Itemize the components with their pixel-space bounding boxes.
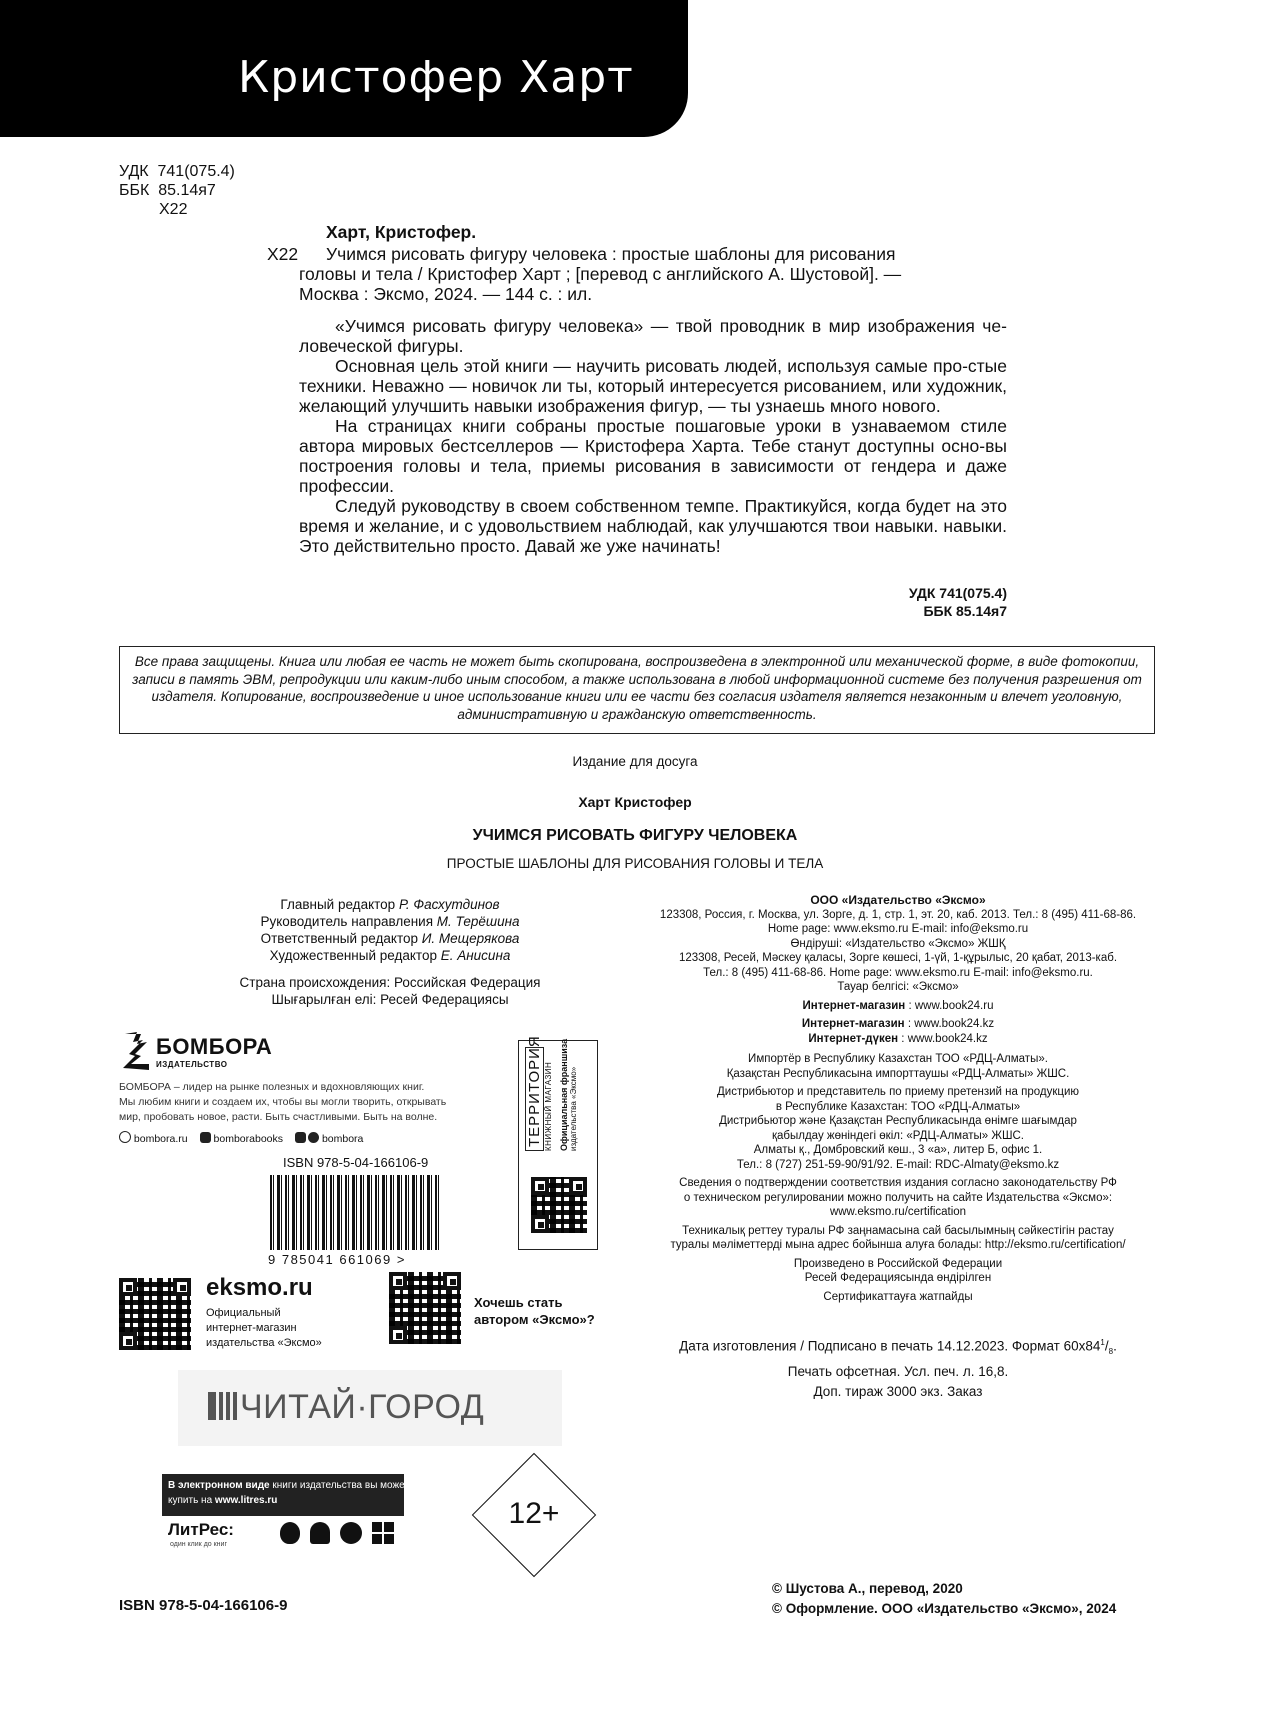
globe-icon: [119, 1131, 131, 1143]
print-type: Печать офсетная. Усл. печ. л. 16,8.: [787, 1364, 1009, 1380]
author-sign-left: Х22: [267, 244, 299, 264]
bombora-description: [119, 1080, 446, 1125]
online-store: [628, 999, 1168, 1014]
cert-line: Ресей Федерациясында өндірілген: [804, 1272, 992, 1284]
print-date: Дата изготовления / Подписано в печать 14.12.2023. Формат $60х84^1/_8$.: [679, 1338, 1117, 1357]
kz-info-line: Тел.: 8 (727) 251-59-90/91/92. E-mail: RDC-Almaty@eksmo.kz: [736, 1158, 1060, 1171]
cert-line: Сведения о подтверждении соответствия издания согласно законодательству РФ: [679, 1177, 1117, 1189]
youtube-icon: [295, 1132, 306, 1143]
litres-line2: купить на: [168, 1495, 215, 1506]
cert-line: Произведено в Российской Федерации: [793, 1257, 1003, 1270]
telegram-icon: [308, 1132, 319, 1143]
credit-role: Главный редактор: [280, 897, 399, 912]
eksmo-description: [206, 1306, 322, 1351]
edition-subtitle: ПРОСТЫЕ ШАБЛОНЫ ДЛЯ РИСОВАНИЯ ГОЛОВЫ И ТЕЛА: [446, 856, 824, 871]
bbk-right: ББК 85.14я7: [923, 603, 1007, 619]
litres-link: www.litres.ru: [214, 1495, 278, 1506]
eksmo-desc-line: Официальный: [206, 1307, 281, 1319]
barcode-isbn: ISBN 978-5-04-166106-9: [283, 1155, 429, 1170]
annotation-paragraph: На страницах книги собраны простые пошаговые уроки в узнаваемом стиле автора мировых бестселлеров — Кристофера Харта. Тебе станут доступны осно-вы построения головы и тела, приемы рисования в зависимости от гендера и даже профессии.: [299, 416, 1007, 496]
eksmo-desc-line: интернет-магазин: [206, 1322, 297, 1334]
publisher-info: [628, 893, 1168, 1304]
online-store-link[interactable]: : www.book24.kz: [904, 1018, 995, 1030]
credit-row: [190, 896, 590, 913]
format-denominator: 8: [1108, 1347, 1114, 1357]
annotation-paragraph: Следуй руководству в своем собственном темпе. Практикуйся, когда будет на это время и желание, и с удовольствием наблюдай, как улучшаются твои навыки. навыки. Это действительно просто. Давай же уже начинать!: [299, 496, 1007, 556]
online-store-label: Интернет-дүкен: [808, 1032, 899, 1045]
online-store-link[interactable]: : www.book24.kz: [898, 1032, 988, 1045]
litres-line1-bold: В электронном виде: [168, 1480, 270, 1491]
credit-name: И. Мещерякова: [421, 931, 520, 946]
publisher-line: 123308, Россия, г. Москва, ул. Зорге, д. 1, стр. 1, эт. 20, каб. 2013. Тел.: 8 (495) 411-68-86.: [659, 908, 1137, 921]
cert-line: Техникалық реттеу туралы РФ заңнамасына сай басылымның сәйкестігін растау: [682, 1224, 1114, 1237]
bombora-logo-sub: ИЗДАТЕЛЬСТВО: [156, 1060, 228, 1069]
print-date-text: Дата изготовления / Подписано в печать 14.12.2023. Формат 60х84: [679, 1338, 1101, 1354]
vk-icon: [200, 1132, 211, 1143]
online-store-label: Интернет-магазин: [801, 1018, 905, 1030]
bombora-telegram-link[interactable]: [295, 1132, 363, 1145]
windows-phone-icon: [340, 1522, 362, 1544]
bombora-telegram-text: bombora: [321, 1132, 364, 1145]
litres-tagline: один клик до книг: [170, 1541, 228, 1548]
record-title-line: Учимся рисовать фигуру человека : простые шаблоны для рисования: [326, 244, 896, 264]
kz-info-line: Қазақстан Республикасына импорттаушы «РДЦ-Алматы» ЖШС.: [726, 1067, 1070, 1080]
kz-info-line: Дистрибьютор және Қазақстан Республикасында өнімге шағымдар: [719, 1115, 1077, 1127]
udk-right: УДК 741(075.4): [908, 585, 1007, 601]
litres-banner[interactable]: [162, 1474, 415, 1516]
bombora-logo: БОМБОРА: [156, 1034, 273, 1059]
kz-info-line: Алматы қ., Домбровский көш., 3 «а», литер Б, офис 1.: [753, 1144, 1043, 1156]
barcode: [270, 1175, 440, 1250]
record-author: Харт, Кристофер.: [326, 222, 477, 242]
bombora-vk-text: bomborabooks: [213, 1132, 284, 1145]
kz-info-line: Импортёр в Республику Казахстан ТОО «РДЦ-Алматы».: [748, 1053, 1048, 1065]
territory-franchise-box: [518, 1035, 598, 1250]
online-store: [628, 1032, 1168, 1047]
record-title-line: Москва : Эксмо, 2024. — 144 с. : ил.: [299, 284, 593, 304]
territory-publisher: издательства «Эксмо»: [569, 1066, 578, 1151]
publisher-line: Home page: www.eksmo.ru E-mail: info@eksmo.ru: [767, 923, 1029, 935]
record-title-line: головы и тела / Кристофер Харт ; [перевод с английского А. Шустовой]. —: [299, 264, 902, 284]
territory-franchise: Официальная франшиза: [559, 1038, 569, 1151]
origin-country-kz: Шығарылған елі: Ресей Федерациясы: [271, 992, 509, 1007]
credit-role: Ответственный редактор: [260, 931, 422, 946]
litres-logo: ЛитРес:: [168, 1520, 234, 1539]
bombora-site-link[interactable]: [119, 1131, 188, 1145]
cert-line: туралы мәліметтерді мына адрес бойынша алуға болады: http://eksmo.ru/certification/: [670, 1239, 1126, 1251]
cert-line: www.eksmo.ru/certification: [829, 1206, 967, 1218]
publisher-line: 123308, Ресей, Мәскеу қаласы, Зорге көшесі, 1-үй, 1-құрылыс, 20 қабат, 2013-каб.: [678, 952, 1118, 964]
territory-main: ТЕРРИТОРИЯ: [525, 1047, 544, 1151]
credit-row: [190, 913, 590, 930]
kz-info-line: в Республике Казахстан: ТОО «РДЦ-Алматы»: [775, 1100, 1021, 1113]
rights-notice: Все права защищены. Книга или любая ее часть не может быть скопирована, воспроизведена в электронной или механической форме, в виде фотокопии, записи в память ЭВМ, репродукции или каким-либо иным способом, а также использована в любой информационной системе без получения разрешения от издателя. Копирование, воспроизведение и иное использование книги или ее части без согласия издателя является незаконным и влечет уголовную, административную и гражданскую ответственность.: [119, 646, 1155, 734]
format-numerator: 1: [1100, 1338, 1105, 1347]
eksmo-desc-line: издательства «Эксмо»: [206, 1337, 322, 1349]
classification-right: [780, 584, 1007, 620]
bombora-desc-line: мир, пробовать новое, расти. Быть счастливыми. Быть на волне.: [119, 1111, 438, 1123]
credit-row: [190, 947, 590, 964]
publisher-line: Тел.: 8 (495) 411-68-86. Home page: www.eksmo.ru E-mail: info@eksmo.ru.: [703, 966, 1093, 979]
credit-role: Художественный редактор: [269, 948, 441, 963]
credits: [190, 896, 590, 1008]
edition-title: УЧИМСЯ РИСОВАТЬ ФИГУРУ ЧЕЛОВЕКА: [472, 827, 798, 844]
bombora-links: [119, 1131, 363, 1145]
credit-role: Руководитель направления: [260, 914, 437, 929]
online-store-label: Интернет-магазин: [802, 999, 906, 1012]
eksmo-qr-code[interactable]: [119, 1278, 191, 1350]
android-icon: [310, 1522, 330, 1544]
litres-line1: книги издательства вы можете: [269, 1480, 415, 1491]
annotation: [299, 316, 1007, 556]
bombora-logo-icon: [119, 1030, 153, 1072]
credit-name: Р. Фасхутдинов: [398, 897, 500, 912]
author-sign: Х22: [159, 201, 188, 218]
bbk-code: ББК 85.14я7: [119, 182, 216, 199]
chitai-gorod-logo-icon: [208, 1392, 237, 1420]
bombora-desc-line: Мы любим книги и создаем их, чтобы вы могли творить, открывать: [119, 1096, 447, 1108]
online-store-link[interactable]: : www.book24.ru: [905, 999, 994, 1012]
copyright: [772, 1579, 1116, 1619]
online-store: [628, 1017, 1168, 1032]
bombora-vk-link[interactable]: [200, 1132, 283, 1145]
author-banner: Кристофер Харт: [238, 52, 634, 103]
record-title: [326, 244, 895, 264]
kz-info-line: қабылдау жөніндегі өкіл: «РДЦ-Алматы» ЖШС.: [771, 1129, 1025, 1142]
bombora-site-text: bombora.ru: [133, 1133, 188, 1145]
author-qr-code[interactable]: [389, 1272, 461, 1344]
edition-author: Харт Кристофер: [578, 794, 692, 810]
eksmo-site-link[interactable]: eksmo.ru: [206, 1274, 313, 1301]
credit-name: Е. Анисина: [440, 948, 511, 963]
record-title-cont: [299, 264, 1007, 304]
become-author-line: автором «Эксмо»?: [474, 1312, 595, 1327]
apple-icon: [280, 1522, 300, 1544]
publisher-line: Өндіруші: «Издательство «Эксмо» ЖШҚ: [790, 937, 1006, 950]
territory-sub: КНИЖНЫЙ МАГАЗИН: [544, 1061, 553, 1151]
age-rating: 12+: [508, 1497, 560, 1530]
kz-info-line: Дистрибьютор и представитель по приему претензий на продукцию: [717, 1086, 1079, 1098]
copyright-line: © Оформление. ООО «Издательство «Эксмо», 2024: [772, 1601, 1117, 1616]
publisher-line: Тауар белгісі: «Эксмо»: [837, 981, 959, 993]
cert-line: о техническом регулировании можно получить на сайте Издательства «Эксмо»:: [683, 1191, 1113, 1204]
credit-row: [190, 930, 590, 947]
bombora-desc-line: БОМБОРА – лидер на рынке полезных и вдохновляющих книг.: [119, 1081, 425, 1093]
edition-type: Издание для досуга: [572, 754, 698, 769]
cert-line: Сертификаттауға жатпайды: [823, 1290, 973, 1303]
publisher-name: ООО «Издательство «Эксмо»: [810, 893, 986, 907]
litres-platform-icons: [280, 1522, 394, 1544]
origin-country: Страна происхождения: Российская Федерация: [239, 975, 541, 990]
barcode-digits: 9 785041 661069 >: [268, 1252, 406, 1267]
print-info: [628, 1333, 1168, 1402]
annotation-paragraph: «Учимся рисовать фигуру человека» — твой проводник в мир изображения че-ловеческой фигуры.: [299, 316, 1007, 356]
become-author: [474, 1294, 595, 1328]
copyright-line: © Шустова А., перевод, 2020: [772, 1581, 963, 1596]
annotation-paragraph: Основная цель этой книги — научить рисовать людей, используя самые про-стые техники. Неважно — новичок ли ты, который интересуется рисованием, или художник, желающий улучшить навыки изображения фигур, — ты узнаешь много нового.: [299, 356, 1007, 416]
credit-name: М. Терёшина: [436, 914, 520, 929]
territory-qr-code[interactable]: [531, 1177, 587, 1233]
print-run: Доп. тираж 3000 экз. Заказ: [813, 1384, 983, 1400]
isbn-footer: ISBN 978-5-04-166106-9: [119, 1597, 288, 1614]
become-author-line: Хочешь стать: [474, 1295, 563, 1310]
windows-icon: [372, 1522, 394, 1544]
chitai-gorod-logo: ЧИТАЙ·ГОРОД: [240, 1388, 485, 1426]
udk-code: УДК 741(075.4): [119, 163, 235, 180]
